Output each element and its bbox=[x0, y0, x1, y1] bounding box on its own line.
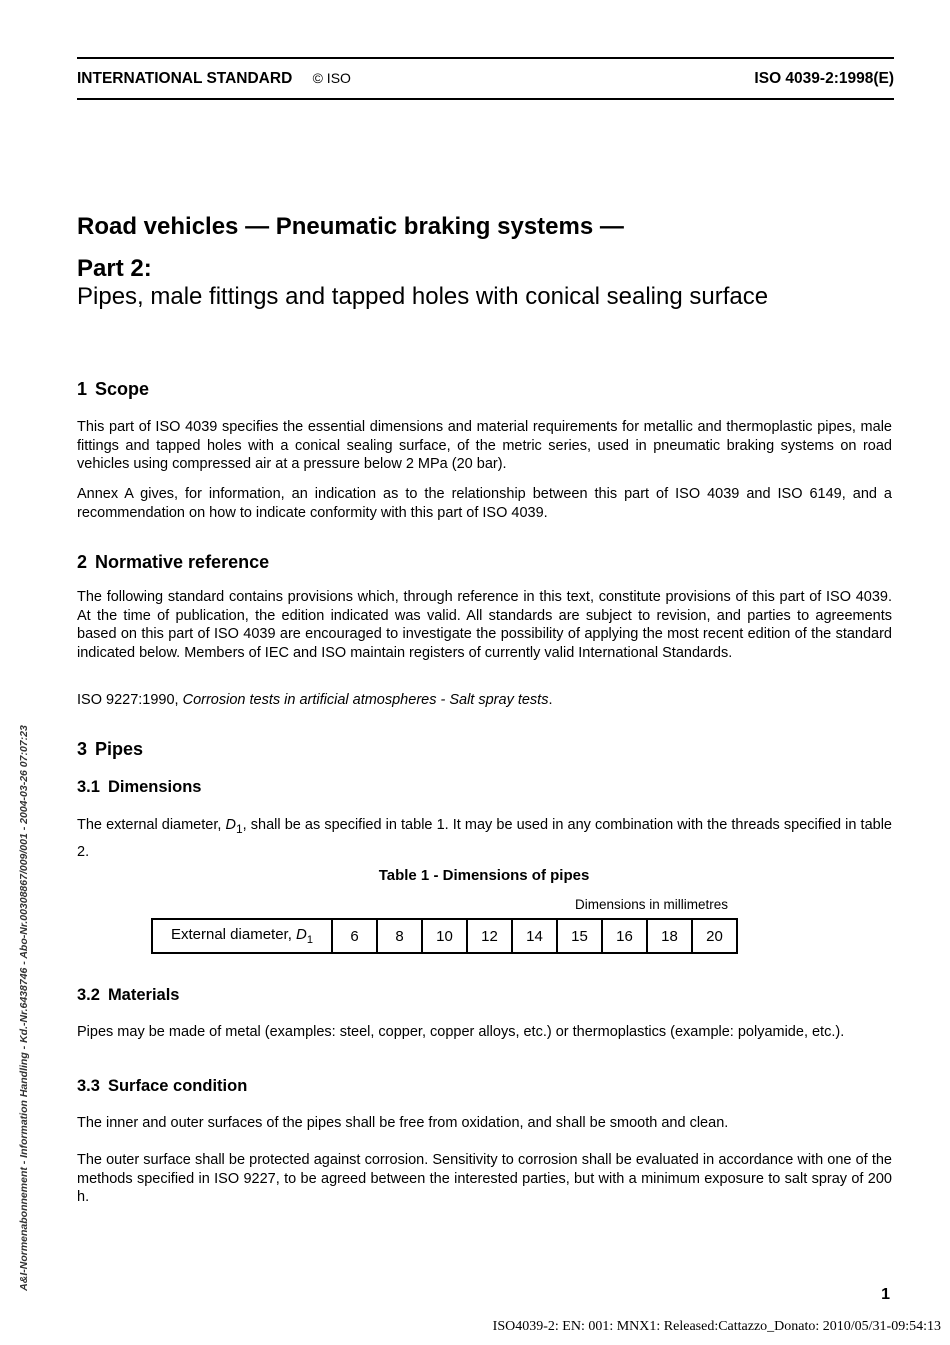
reference-end: . bbox=[548, 692, 553, 708]
section-1-heading bbox=[77, 379, 149, 400]
section-1-paragraph-2: Annex A gives, for information, an indication as to the relationship between this part of ISO 4039 and ISO 6149, and a recommendation on how to indicate conformity with this part of ISO 4039. bbox=[77, 486, 892, 521]
side-stamp: A&I-Normenabonnement - Information Handling - Kd.-Nr.6438746 - Abo-Nr.00308867/009/001 - 2004-03-26 07:07:23 bbox=[18, 725, 30, 1291]
header-rule-bottom bbox=[77, 98, 894, 100]
symbol-subscript: 1 bbox=[306, 934, 314, 946]
table-cell: 8 bbox=[377, 919, 422, 953]
standard-label: INTERNATIONAL STANDARD bbox=[77, 70, 293, 87]
subsection-3-3-paragraph-2: The outer surface shall be protected against corrosion. Sensitivity to corrosion shall be evaluated in accordance with one of the methods specified in ISO 9227, to be agreed between the interested parties, but with a minimum exposure to salt spray of 200 h. bbox=[77, 1152, 892, 1206]
subsection-3-3-paragraph-1: The inner and outer surfaces of the pipes shall be free from oxidation, and shall be smooth and clean. bbox=[77, 1115, 729, 1131]
subsection-title: Materials bbox=[107, 986, 180, 1004]
row-label: External diameter, bbox=[170, 926, 297, 943]
subsection-3-1-paragraph bbox=[77, 814, 892, 864]
table-1-caption: Table 1 - Dimensions of pipes bbox=[378, 867, 590, 884]
table-cell: 6 bbox=[332, 919, 377, 953]
table-cell: 15 bbox=[557, 919, 602, 953]
table-cell: 20 bbox=[692, 919, 737, 953]
table-cell: 18 bbox=[647, 919, 692, 953]
section-title: Scope bbox=[95, 379, 150, 399]
section-1-paragraph-1: This part of ISO 4039 specifies the essential dimensions and material requirements for metallic and thermoplastic pipes, male fittings and tapped holes with a conical sealing surface, of the metric series, used in pneumatic braking systems on road vehicles using compressed air at a pressure below 2 MPa (20 bar). bbox=[77, 419, 892, 473]
section-title: Pipes bbox=[95, 739, 144, 759]
section-2-paragraph: The following standard contains provisions which, through reference in this text, constitute provisions of this part of ISO 4039. At the time of publication, the edition indicated was valid. All standards are subject to revision, and parties to agreements based on this part of ISO 4039 are encouraged to investigate the possibility of applying the most recent edition of the standard indicated below. Members of IEC and ISO maintain registers of currently valid International Standards. bbox=[77, 589, 892, 662]
normative-reference-entry bbox=[77, 691, 892, 710]
subsection-number: 3.3 bbox=[77, 1077, 100, 1095]
text-run: The external diameter, bbox=[77, 817, 226, 833]
doc-part: Part 2: bbox=[77, 255, 152, 282]
reference-title: Corrosion tests in artificial atmospheres - Salt spray tests bbox=[182, 692, 549, 708]
doc-title: Road vehicles — Pneumatic braking systems — bbox=[77, 213, 624, 240]
header-rule-top bbox=[77, 57, 894, 59]
section-title: Normative reference bbox=[95, 552, 270, 572]
text-run: , shall be as specified in table 1. It may be used in any combination with the threads specified in table 2. bbox=[77, 817, 892, 860]
section-3-heading bbox=[77, 739, 143, 760]
section-number: 2 bbox=[77, 552, 88, 572]
doc-subtitle: Pipes, male fittings and tapped holes with conical sealing surface bbox=[77, 283, 769, 310]
reference-number: ISO 9227:1990, bbox=[77, 692, 183, 708]
table-1-dimensions bbox=[151, 918, 738, 954]
table-cell: 12 bbox=[467, 919, 512, 953]
page-number: 1 bbox=[881, 1286, 890, 1303]
table-cell: 10 bbox=[422, 919, 467, 953]
table-cell: 14 bbox=[512, 919, 557, 953]
header-left-title bbox=[77, 70, 351, 88]
subsection-3-2-paragraph: Pipes may be made of metal (examples: steel, copper, copper alloys, etc.) or thermoplastics (example: polyamide, etc.). bbox=[77, 1024, 845, 1040]
subsection-number: 3.2 bbox=[77, 986, 100, 1004]
subsection-title: Dimensions bbox=[107, 778, 202, 796]
table-1-units-note: Dimensions in millimetres bbox=[574, 897, 728, 912]
copyright-label: © ISO bbox=[312, 70, 351, 86]
row-label-cell bbox=[152, 919, 332, 953]
subsection-3-3-heading bbox=[77, 1077, 247, 1096]
table-row bbox=[152, 919, 737, 953]
section-number: 3 bbox=[77, 739, 88, 759]
release-line: ISO4039-2: EN: 001: MNX1: Released:Cattazzo_Donato: 2010/05/31-09:54:13 bbox=[492, 1319, 941, 1334]
header-doc-number: ISO 4039-2:1998(E) bbox=[754, 70, 894, 87]
table-cell: 16 bbox=[602, 919, 647, 953]
subsection-number: 3.1 bbox=[77, 778, 100, 796]
subsection-title: Surface condition bbox=[107, 1077, 248, 1095]
section-2-heading bbox=[77, 552, 269, 573]
symbol-d: D bbox=[225, 817, 236, 833]
subsection-3-1-heading bbox=[77, 778, 201, 797]
section-number: 1 bbox=[77, 379, 88, 399]
symbol-subscript: 1 bbox=[235, 821, 243, 836]
subsection-3-2-heading bbox=[77, 986, 179, 1005]
symbol-d: D bbox=[296, 926, 307, 943]
